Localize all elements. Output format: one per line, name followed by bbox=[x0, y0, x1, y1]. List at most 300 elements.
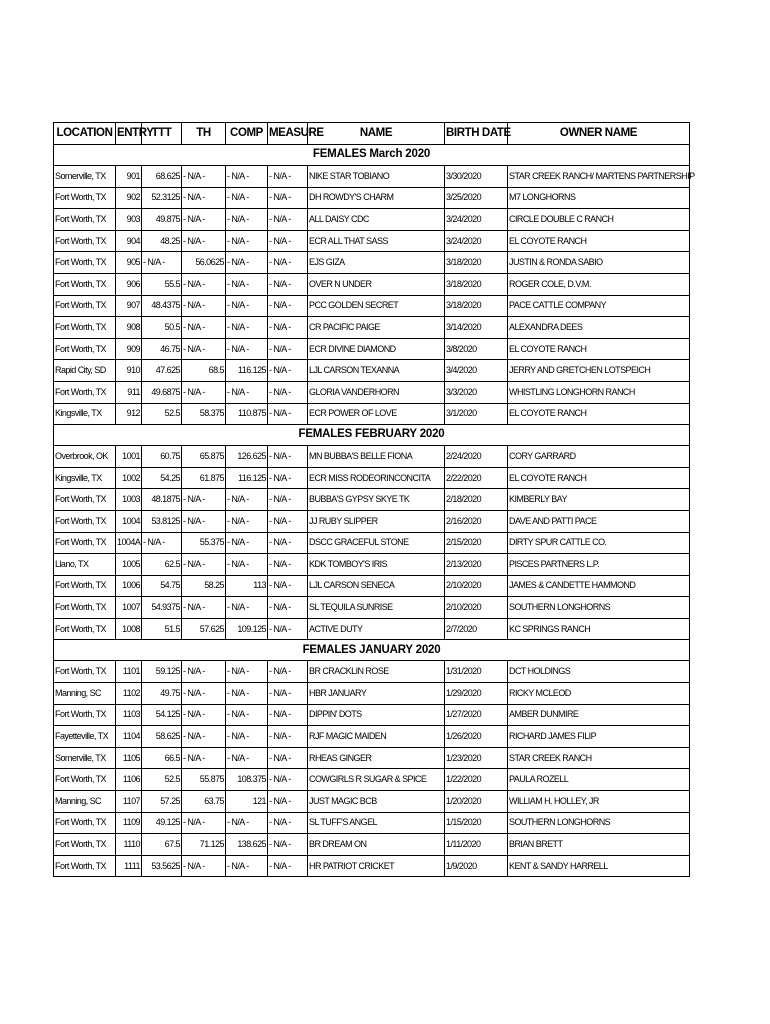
table-row bbox=[54, 769, 690, 791]
measure-cell: - N/A - bbox=[268, 295, 308, 317]
location-cell: Fort Worth, TX bbox=[54, 618, 116, 640]
animal-name-cell: SL TEQUILA SUNRISE bbox=[308, 597, 445, 619]
header-location: LOCATION bbox=[54, 123, 116, 145]
owner-name-cell: WHISTLING LONGHORN RANCH bbox=[508, 381, 690, 403]
entry-cell: 912 bbox=[116, 403, 142, 425]
header-th: TH bbox=[182, 123, 226, 145]
table-row bbox=[54, 187, 690, 209]
birth-date-cell: 2/22/2020 bbox=[445, 467, 508, 489]
animal-name-cell: ECR DIVINE DIAMOND bbox=[308, 338, 445, 360]
owner-name-cell: STAR CREEK RANCH bbox=[508, 747, 690, 769]
th-cell: - N/A - bbox=[182, 510, 226, 532]
location-cell: Fort Worth, TX bbox=[54, 704, 116, 726]
owner-name-cell: KIMBERLY BAY bbox=[508, 489, 690, 511]
measure-cell: - N/A - bbox=[268, 726, 308, 748]
header-birth-date: BIRTH DATE bbox=[445, 123, 508, 145]
comp-cell: - N/A - bbox=[226, 704, 268, 726]
th-cell: - N/A - bbox=[182, 554, 226, 576]
table-row bbox=[54, 230, 690, 252]
measure-cell: - N/A - bbox=[268, 769, 308, 791]
th-cell: - N/A - bbox=[182, 489, 226, 511]
location-cell: Fort Worth, TX bbox=[54, 209, 116, 231]
table-row bbox=[54, 381, 690, 403]
th-cell: - N/A - bbox=[182, 726, 226, 748]
comp-cell: - N/A - bbox=[226, 726, 268, 748]
ttt-cell: 67.5 bbox=[142, 834, 182, 856]
animal-name-cell: COWGIRLS R SUGAR & SPICE bbox=[308, 769, 445, 791]
animal-name-cell: RJF MAGIC MAIDEN bbox=[308, 726, 445, 748]
table-row bbox=[54, 166, 690, 188]
comp-cell: - N/A - bbox=[226, 532, 268, 554]
ttt-cell: 53.8125 bbox=[142, 510, 182, 532]
location-cell: Fort Worth, TX bbox=[54, 661, 116, 683]
ttt-cell: 68.625 bbox=[142, 166, 182, 188]
entry-cell: 904 bbox=[116, 230, 142, 252]
location-cell: Kingsville, TX bbox=[54, 467, 116, 489]
comp-cell: 108.375 bbox=[226, 769, 268, 791]
table-row bbox=[54, 209, 690, 231]
measure-cell: - N/A - bbox=[268, 446, 308, 468]
th-cell: - N/A - bbox=[182, 381, 226, 403]
animal-name-cell: HR PATRIOT CRICKET bbox=[308, 855, 445, 877]
entry-cell: 1004A bbox=[116, 532, 142, 554]
animal-name-cell: RHEAS GINGER bbox=[308, 747, 445, 769]
th-cell: - N/A - bbox=[182, 187, 226, 209]
table-row bbox=[54, 554, 690, 576]
th-cell: - N/A - bbox=[182, 597, 226, 619]
header-ttt: TTT bbox=[142, 123, 182, 145]
birth-date-cell: 3/18/2020 bbox=[445, 252, 508, 274]
header-owner: OWNER NAME bbox=[508, 123, 690, 145]
location-cell: Fort Worth, TX bbox=[54, 812, 116, 834]
entry-cell: 1104 bbox=[116, 726, 142, 748]
entry-cell: 910 bbox=[116, 360, 142, 382]
section-header bbox=[54, 425, 690, 446]
table-row bbox=[54, 597, 690, 619]
measure-cell: - N/A - bbox=[268, 166, 308, 188]
ttt-cell: 49.75 bbox=[142, 683, 182, 705]
entry-cell: 1109 bbox=[116, 812, 142, 834]
entry-cell: 1001 bbox=[116, 446, 142, 468]
ttt-cell: 60.75 bbox=[142, 446, 182, 468]
animal-name-cell: BR CRACKLIN ROSE bbox=[308, 661, 445, 683]
owner-name-cell: EL COYOTE RANCH bbox=[508, 403, 690, 425]
measure-cell: - N/A - bbox=[268, 747, 308, 769]
birth-date-cell: 3/25/2020 bbox=[445, 187, 508, 209]
location-cell: Fort Worth, TX bbox=[54, 295, 116, 317]
birth-date-cell: 1/20/2020 bbox=[445, 791, 508, 813]
location-cell: Fort Worth, TX bbox=[54, 338, 116, 360]
birth-date-cell: 1/26/2020 bbox=[445, 726, 508, 748]
owner-name-cell: PISCES PARTNERS L.P. bbox=[508, 554, 690, 576]
entry-cell: 1105 bbox=[116, 747, 142, 769]
ttt-cell: 52.3125 bbox=[142, 187, 182, 209]
measure-cell: - N/A - bbox=[268, 338, 308, 360]
entry-cell: 907 bbox=[116, 295, 142, 317]
measure-cell: - N/A - bbox=[268, 704, 308, 726]
owner-name-cell: ALEXANDRA DEES bbox=[508, 317, 690, 339]
ttt-cell: 54.25 bbox=[142, 467, 182, 489]
animal-name-cell: DIPPIN' DOTS bbox=[308, 704, 445, 726]
table-row bbox=[54, 834, 690, 856]
animal-name-cell: ALL DAISY CDC bbox=[308, 209, 445, 231]
birth-date-cell: 3/14/2020 bbox=[445, 317, 508, 339]
comp-cell: 121 bbox=[226, 791, 268, 813]
measure-cell: - N/A - bbox=[268, 812, 308, 834]
table-row bbox=[54, 683, 690, 705]
header-entry: ENTRY bbox=[116, 123, 142, 145]
measure-cell: - N/A - bbox=[268, 403, 308, 425]
location-cell: Fort Worth, TX bbox=[54, 230, 116, 252]
owner-name-cell: AMBER DUNMIRE bbox=[508, 704, 690, 726]
birth-date-cell: 2/13/2020 bbox=[445, 554, 508, 576]
measure-cell: - N/A - bbox=[268, 575, 308, 597]
animal-name-cell: DH ROWDY'S CHARM bbox=[308, 187, 445, 209]
measure-cell: - N/A - bbox=[268, 317, 308, 339]
entry-cell: 908 bbox=[116, 317, 142, 339]
measure-cell: - N/A - bbox=[268, 618, 308, 640]
section-header bbox=[54, 145, 690, 166]
entry-cell: 1110 bbox=[116, 834, 142, 856]
location-cell: Fort Worth, TX bbox=[54, 532, 116, 554]
header-measure: MEASURE bbox=[268, 123, 308, 145]
birth-date-cell: 1/23/2020 bbox=[445, 747, 508, 769]
entry-cell: 906 bbox=[116, 273, 142, 295]
measure-cell: - N/A - bbox=[268, 510, 308, 532]
entry-cell: 903 bbox=[116, 209, 142, 231]
th-cell: - N/A - bbox=[182, 683, 226, 705]
birth-date-cell: 3/30/2020 bbox=[445, 166, 508, 188]
comp-cell: - N/A - bbox=[226, 812, 268, 834]
th-cell: - N/A - bbox=[182, 812, 226, 834]
ttt-cell: 55.5 bbox=[142, 273, 182, 295]
table-row bbox=[54, 489, 690, 511]
th-cell: - N/A - bbox=[182, 230, 226, 252]
owner-name-cell: KENT & SANDY HARRELL bbox=[508, 855, 690, 877]
comp-cell: - N/A - bbox=[226, 230, 268, 252]
table-row bbox=[54, 704, 690, 726]
animal-name-cell: PCC GOLDEN SECRET bbox=[308, 295, 445, 317]
birth-date-cell: 1/11/2020 bbox=[445, 834, 508, 856]
birth-date-cell: 1/22/2020 bbox=[445, 769, 508, 791]
entry-cell: 1002 bbox=[116, 467, 142, 489]
birth-date-cell: 3/4/2020 bbox=[445, 360, 508, 382]
table-row bbox=[54, 338, 690, 360]
table-row bbox=[54, 510, 690, 532]
entry-cell: 1007 bbox=[116, 597, 142, 619]
comp-cell: - N/A - bbox=[226, 338, 268, 360]
measure-cell: - N/A - bbox=[268, 489, 308, 511]
th-cell: - N/A - bbox=[182, 295, 226, 317]
owner-name-cell: ROGER COLE, D.V.M. bbox=[508, 273, 690, 295]
measure-cell: - N/A - bbox=[268, 187, 308, 209]
entry-cell: 1102 bbox=[116, 683, 142, 705]
location-cell: Fort Worth, TX bbox=[54, 510, 116, 532]
entry-cell: 1004 bbox=[116, 510, 142, 532]
th-cell: 56.0625 bbox=[182, 252, 226, 274]
owner-name-cell: CIRCLE DOUBLE C RANCH bbox=[508, 209, 690, 231]
location-cell: Llano, TX bbox=[54, 554, 116, 576]
location-cell: Fort Worth, TX bbox=[54, 855, 116, 877]
location-cell: Fort Worth, TX bbox=[54, 834, 116, 856]
th-cell: 57.625 bbox=[182, 618, 226, 640]
location-cell: Manning, SC bbox=[54, 683, 116, 705]
animal-name-cell: GLORIA VANDERHORN bbox=[308, 381, 445, 403]
birth-date-cell: 3/3/2020 bbox=[445, 381, 508, 403]
entry-cell: 1106 bbox=[116, 769, 142, 791]
ttt-cell: 53.5625 bbox=[142, 855, 182, 877]
header-comp: COMP bbox=[226, 123, 268, 145]
table-row bbox=[54, 403, 690, 425]
table-row bbox=[54, 618, 690, 640]
animal-name-cell: DSCC GRACEFUL STONE bbox=[308, 532, 445, 554]
measure-cell: - N/A - bbox=[268, 791, 308, 813]
animal-name-cell: ECR POWER OF LOVE bbox=[308, 403, 445, 425]
comp-cell: 109.125 bbox=[226, 618, 268, 640]
owner-name-cell: STAR CREEK RANCH/ MARTENS PARTNERSHIP bbox=[508, 166, 690, 188]
entry-cell: 1107 bbox=[116, 791, 142, 813]
birth-date-cell: 2/10/2020 bbox=[445, 597, 508, 619]
comp-cell: 110.875 bbox=[226, 403, 268, 425]
animal-name-cell: LJL CARSON TEXANNA bbox=[308, 360, 445, 382]
entry-cell: 911 bbox=[116, 381, 142, 403]
location-cell: Overbrook, OK bbox=[54, 446, 116, 468]
measure-cell: - N/A - bbox=[268, 597, 308, 619]
measure-cell: - N/A - bbox=[268, 230, 308, 252]
comp-cell: - N/A - bbox=[226, 381, 268, 403]
birth-date-cell: 3/8/2020 bbox=[445, 338, 508, 360]
th-cell: 55.875 bbox=[182, 769, 226, 791]
entry-cell: 901 bbox=[116, 166, 142, 188]
comp-cell: - N/A - bbox=[226, 252, 268, 274]
table-row bbox=[54, 467, 690, 489]
location-cell: Somerville, TX bbox=[54, 747, 116, 769]
ttt-cell: 48.4375 bbox=[142, 295, 182, 317]
measure-cell: - N/A - bbox=[268, 252, 308, 274]
measure-cell: - N/A - bbox=[268, 360, 308, 382]
animal-name-cell: BR DREAM ON bbox=[308, 834, 445, 856]
animal-name-cell: BUBBA'S GYPSY SKYE TK bbox=[308, 489, 445, 511]
location-cell: Fort Worth, TX bbox=[54, 769, 116, 791]
th-cell: 63.75 bbox=[182, 791, 226, 813]
measure-cell: - N/A - bbox=[268, 381, 308, 403]
birth-date-cell: 1/9/2020 bbox=[445, 855, 508, 877]
comp-cell: - N/A - bbox=[226, 295, 268, 317]
section-title: FEMALES FEBRUARY 2020 bbox=[54, 425, 690, 446]
ttt-cell: 54.9375 bbox=[142, 597, 182, 619]
owner-name-cell: RICKY MCLEOD bbox=[508, 683, 690, 705]
table-row bbox=[54, 532, 690, 554]
owner-name-cell: EL COYOTE RANCH bbox=[508, 338, 690, 360]
animal-name-cell: HBR JANUARY bbox=[308, 683, 445, 705]
location-cell: Fort Worth, TX bbox=[54, 187, 116, 209]
comp-cell: 116.125 bbox=[226, 360, 268, 382]
ttt-cell: 48.25 bbox=[142, 230, 182, 252]
section-title: FEMALES March 2020 bbox=[54, 145, 690, 166]
section-header bbox=[54, 640, 690, 661]
th-cell: - N/A - bbox=[182, 338, 226, 360]
comp-cell: - N/A - bbox=[226, 317, 268, 339]
birth-date-cell: 3/18/2020 bbox=[445, 295, 508, 317]
table-row bbox=[54, 855, 690, 877]
birth-date-cell: 2/16/2020 bbox=[445, 510, 508, 532]
ttt-cell: 52.5 bbox=[142, 403, 182, 425]
animal-name-cell: LJL CARSON SENECA bbox=[308, 575, 445, 597]
comp-cell: - N/A - bbox=[226, 661, 268, 683]
th-cell: 58.375 bbox=[182, 403, 226, 425]
entry-cell: 1101 bbox=[116, 661, 142, 683]
owner-name-cell: CORY GARRARD bbox=[508, 446, 690, 468]
ttt-cell: 46.75 bbox=[142, 338, 182, 360]
ttt-cell: 66.5 bbox=[142, 747, 182, 769]
owner-name-cell: SOUTHERN LONGHORNS bbox=[508, 597, 690, 619]
ttt-cell: 47.625 bbox=[142, 360, 182, 382]
location-cell: Fort Worth, TX bbox=[54, 317, 116, 339]
birth-date-cell: 3/24/2020 bbox=[445, 209, 508, 231]
owner-name-cell: DIRTY SPUR CATTLE CO. bbox=[508, 532, 690, 554]
th-cell: 55.375 bbox=[182, 532, 226, 554]
table-row bbox=[54, 360, 690, 382]
ttt-cell: 54.125 bbox=[142, 704, 182, 726]
section-title: FEMALES JANUARY 2020 bbox=[54, 640, 690, 661]
animal-name-cell: EJS GIZA bbox=[308, 252, 445, 274]
th-cell: - N/A - bbox=[182, 209, 226, 231]
table-row bbox=[54, 726, 690, 748]
owner-name-cell: PAULA ROZELL bbox=[508, 769, 690, 791]
birth-date-cell: 3/24/2020 bbox=[445, 230, 508, 252]
th-cell: - N/A - bbox=[182, 661, 226, 683]
th-cell: 71.125 bbox=[182, 834, 226, 856]
birth-date-cell: 1/27/2020 bbox=[445, 704, 508, 726]
location-cell: Fort Worth, TX bbox=[54, 381, 116, 403]
owner-name-cell: PACE CATTLE COMPANY bbox=[508, 295, 690, 317]
ttt-cell: 49.125 bbox=[142, 812, 182, 834]
ttt-cell: 50.5 bbox=[142, 317, 182, 339]
comp-cell: 116.125 bbox=[226, 467, 268, 489]
ttt-cell: - N/A - bbox=[142, 532, 182, 554]
th-cell: - N/A - bbox=[182, 317, 226, 339]
birth-date-cell: 1/31/2020 bbox=[445, 661, 508, 683]
birth-date-cell: 2/24/2020 bbox=[445, 446, 508, 468]
location-cell: Rapid City, SD bbox=[54, 360, 116, 382]
table-row bbox=[54, 812, 690, 834]
entry-cell: 902 bbox=[116, 187, 142, 209]
animal-name-cell: JUST MAGIC BCB bbox=[308, 791, 445, 813]
animal-name-cell: JJ RUBY SLIPPER bbox=[308, 510, 445, 532]
th-cell: 58.25 bbox=[182, 575, 226, 597]
comp-cell: 138.625 bbox=[226, 834, 268, 856]
measure-cell: - N/A - bbox=[268, 834, 308, 856]
measure-cell: - N/A - bbox=[268, 532, 308, 554]
ttt-cell: 49.875 bbox=[142, 209, 182, 231]
entry-cell: 905 bbox=[116, 252, 142, 274]
comp-cell: - N/A - bbox=[226, 489, 268, 511]
th-cell: - N/A - bbox=[182, 273, 226, 295]
animal-name-cell: ECR MISS RODEORINCONCITA bbox=[308, 467, 445, 489]
entry-cell: 1111 bbox=[116, 855, 142, 877]
ttt-cell: 62.5 bbox=[142, 554, 182, 576]
measure-cell: - N/A - bbox=[268, 273, 308, 295]
owner-name-cell: EL COYOTE RANCH bbox=[508, 230, 690, 252]
birth-date-cell: 2/10/2020 bbox=[445, 575, 508, 597]
animal-name-cell: NIKE STAR TOBIANO bbox=[308, 166, 445, 188]
ttt-cell: 51.5 bbox=[142, 618, 182, 640]
table-row bbox=[54, 446, 690, 468]
table-row bbox=[54, 317, 690, 339]
animal-name-cell: CR PACIFIC PAIGE bbox=[308, 317, 445, 339]
animal-name-cell: MN BUBBA'S BELLE FIONA bbox=[308, 446, 445, 468]
animal-name-cell: KDK TOMBOY'S IRIS bbox=[308, 554, 445, 576]
owner-name-cell: SOUTHERN LONGHORNS bbox=[508, 812, 690, 834]
birth-date-cell: 2/18/2020 bbox=[445, 489, 508, 511]
ttt-cell: 54.75 bbox=[142, 575, 182, 597]
birth-date-cell: 2/15/2020 bbox=[445, 532, 508, 554]
header-row bbox=[54, 123, 690, 145]
table-row bbox=[54, 252, 690, 274]
measure-cell: - N/A - bbox=[268, 855, 308, 877]
th-cell: - N/A - bbox=[182, 704, 226, 726]
birth-date-cell: 1/15/2020 bbox=[445, 812, 508, 834]
location-cell: Fort Worth, TX bbox=[54, 489, 116, 511]
table-row bbox=[54, 747, 690, 769]
entries-table bbox=[53, 122, 695, 877]
table-row bbox=[54, 575, 690, 597]
entry-cell: 1008 bbox=[116, 618, 142, 640]
location-cell: Fort Worth, TX bbox=[54, 597, 116, 619]
comp-cell: 126.625 bbox=[226, 446, 268, 468]
birth-date-cell: 2/7/2020 bbox=[445, 618, 508, 640]
location-cell: Fort Worth, TX bbox=[54, 273, 116, 295]
owner-name-cell: DCT HOLDINGS bbox=[508, 661, 690, 683]
table-row bbox=[54, 295, 690, 317]
th-cell: 68.5 bbox=[182, 360, 226, 382]
animal-name-cell: ACTIVE DUTY bbox=[308, 618, 445, 640]
measure-cell: - N/A - bbox=[268, 554, 308, 576]
th-cell: - N/A - bbox=[182, 855, 226, 877]
owner-name-cell: JERRY AND GRETCHEN LOTSPEICH bbox=[508, 360, 690, 382]
owner-name-cell: JUSTIN & RONDA SABIO bbox=[508, 252, 690, 274]
birth-date-cell: 3/1/2020 bbox=[445, 403, 508, 425]
th-cell: - N/A - bbox=[182, 747, 226, 769]
comp-cell: - N/A - bbox=[226, 554, 268, 576]
animal-name-cell: OVER N UNDER bbox=[308, 273, 445, 295]
ttt-cell: 58.625 bbox=[142, 726, 182, 748]
owner-name-cell: BRIAN BRETT bbox=[508, 834, 690, 856]
owner-name-cell: JAMES & CANDETTE HAMMOND bbox=[508, 575, 690, 597]
th-cell: 65.875 bbox=[182, 446, 226, 468]
measure-cell: - N/A - bbox=[268, 683, 308, 705]
ttt-cell: 57.25 bbox=[142, 791, 182, 813]
table-row bbox=[54, 791, 690, 813]
entry-cell: 909 bbox=[116, 338, 142, 360]
comp-cell: - N/A - bbox=[226, 187, 268, 209]
entry-cell: 1006 bbox=[116, 575, 142, 597]
owner-name-cell: RICHARD JAMES FILIP bbox=[508, 726, 690, 748]
location-cell: Fayetteville, TX bbox=[54, 726, 116, 748]
comp-cell: - N/A - bbox=[226, 683, 268, 705]
animal-name-cell: ECR ALL THAT SASS bbox=[308, 230, 445, 252]
ttt-cell: 59.125 bbox=[142, 661, 182, 683]
ttt-cell: 48.1875 bbox=[142, 489, 182, 511]
entry-cell: 1003 bbox=[116, 489, 142, 511]
comp-cell: - N/A - bbox=[226, 510, 268, 532]
location-cell: Fort Worth, TX bbox=[54, 252, 116, 274]
location-cell: Kingsville, TX bbox=[54, 403, 116, 425]
comp-cell: - N/A - bbox=[226, 166, 268, 188]
location-cell: Somerville, TX bbox=[54, 166, 116, 188]
ttt-cell: 52.5 bbox=[142, 769, 182, 791]
owner-name-cell: EL COYOTE RANCH bbox=[508, 467, 690, 489]
